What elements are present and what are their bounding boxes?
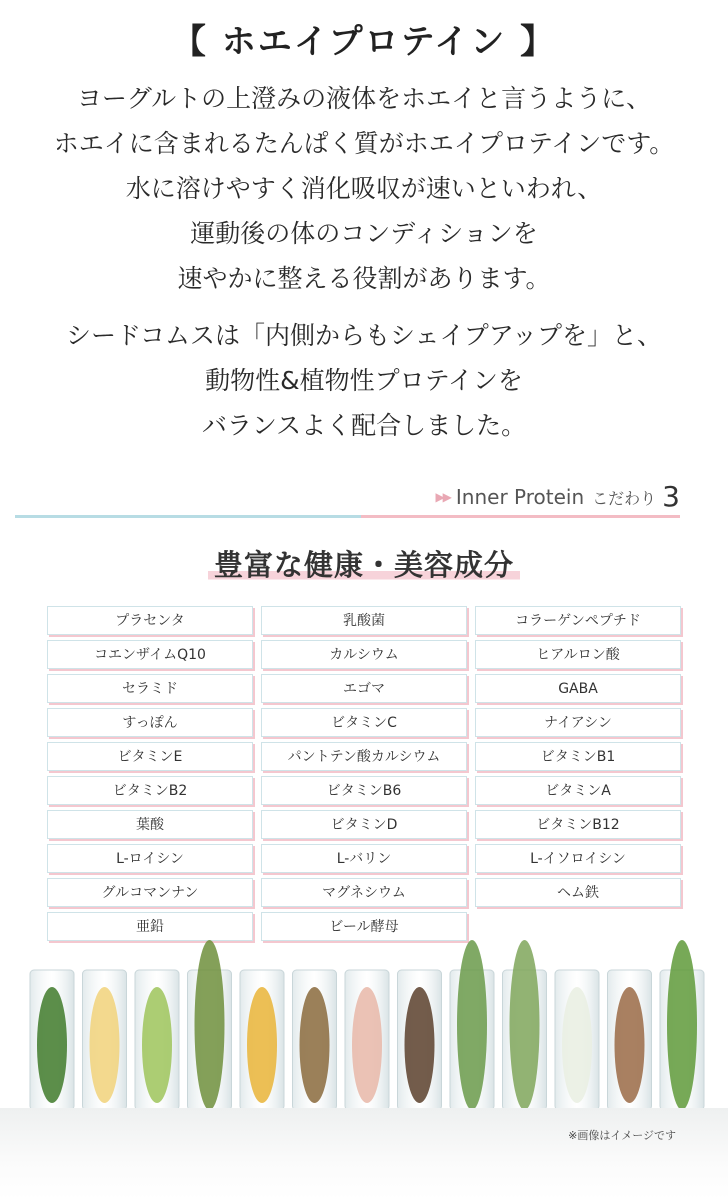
vial-ingredient bbox=[195, 940, 225, 1110]
ingredient-cell: すっぽん bbox=[47, 708, 253, 737]
section-divider bbox=[15, 515, 680, 518]
vial-ingredient bbox=[615, 987, 645, 1103]
description-line: ヨーグルトの上澄みの液体をホエイと言うように、 bbox=[76, 84, 652, 113]
vial-ingredient bbox=[562, 987, 592, 1103]
ingredient-cell: ヒアルロン酸 bbox=[475, 640, 681, 669]
vial-ingredient bbox=[247, 987, 277, 1103]
ingredient-cell: グルコマンナン bbox=[47, 878, 253, 907]
section-header bbox=[15, 478, 680, 518]
ingredient-cell: コエンザイムQ10 bbox=[47, 640, 253, 669]
subtitle-text: 豊富な健康・美容成分 bbox=[208, 548, 520, 582]
ingredient-cell: GABA bbox=[475, 674, 681, 703]
description-line: シードコムスは「内側からもシェイプアップを」と、 bbox=[65, 321, 662, 350]
ingredient-cell: 亜鉛 bbox=[47, 912, 253, 941]
ingredient-cell: ビール酵母 bbox=[261, 912, 467, 941]
section-label bbox=[435, 480, 680, 513]
vial-ingredient bbox=[510, 940, 540, 1110]
description-line: バランスよく配合しました。 bbox=[201, 411, 527, 440]
section-label-suffix: こだわり bbox=[592, 489, 657, 508]
ingredient-cell: ナイアシン bbox=[475, 708, 681, 737]
vial-ingredient bbox=[37, 987, 67, 1103]
ingredient-cell: ビタミンB1 bbox=[475, 742, 681, 771]
description-line: 運動後の体のコンディションを bbox=[190, 219, 538, 248]
ingredient-cell: セラミド bbox=[47, 674, 253, 703]
ingredient-cell: ビタミンB2 bbox=[47, 776, 253, 805]
ingredient-cell: マグネシウム bbox=[261, 878, 467, 907]
page-title: 【 ホエイプロテイン 】 bbox=[171, 22, 557, 62]
image-note: ※画像はイメージです bbox=[568, 1129, 676, 1142]
ingredient-cell: ビタミンB6 bbox=[261, 776, 467, 805]
ingredient-grid bbox=[47, 606, 681, 941]
ingredient-cell: L-イソロイシン bbox=[475, 844, 681, 873]
ingredient-cell: カルシウム bbox=[261, 640, 467, 669]
vial-ingredient bbox=[90, 987, 120, 1103]
vial-ingredient bbox=[142, 987, 172, 1103]
description bbox=[0, 76, 728, 448]
ingredient-cell: ビタミンE bbox=[47, 742, 253, 771]
description-line: ホエイに含まれるたんぱく質がホエイプロテインです。 bbox=[53, 129, 675, 158]
ingredient-cell: 乳酸菌 bbox=[261, 606, 467, 635]
ingredient-cell: L-バリン bbox=[261, 844, 467, 873]
section-number: 3 bbox=[662, 480, 680, 513]
description-line: 動物性&植物性プロテインを bbox=[205, 366, 523, 395]
section-label-text: Inner Protein bbox=[455, 485, 585, 509]
ingredient-cell: プラセンタ bbox=[47, 606, 253, 635]
ingredient-cell: ビタミンB12 bbox=[475, 810, 681, 839]
ingredient-cell: ヘム鉄 bbox=[475, 878, 681, 907]
vial-ingredient bbox=[667, 940, 697, 1110]
vial-ingredient bbox=[300, 987, 330, 1103]
ingredient-cell: エゴマ bbox=[261, 674, 467, 703]
ingredient-cell: ビタミンD bbox=[261, 810, 467, 839]
ingredient-cell: L-ロイシン bbox=[47, 844, 253, 873]
ingredient-cell: ビタミンA bbox=[475, 776, 681, 805]
ingredient-cell: パントテン酸カルシウム bbox=[261, 742, 467, 771]
double-arrow-icon: ▶▶ bbox=[435, 490, 450, 504]
section-subtitle bbox=[0, 548, 728, 582]
ingredient-cell: コラーゲンペプチド bbox=[475, 606, 681, 635]
description-line: 速やかに整える役割があります。 bbox=[177, 264, 551, 293]
vial-ingredient bbox=[457, 940, 487, 1110]
description-line: 水に溶けやすく消化吸収が速いといわれ、 bbox=[125, 174, 603, 203]
ingredient-cell: 葉酸 bbox=[47, 810, 253, 839]
vial-ingredient bbox=[405, 987, 435, 1103]
vial-ingredient bbox=[352, 987, 382, 1103]
photo-reflection bbox=[0, 1108, 728, 1200]
ingredient-cell: ビタミンC bbox=[261, 708, 467, 737]
